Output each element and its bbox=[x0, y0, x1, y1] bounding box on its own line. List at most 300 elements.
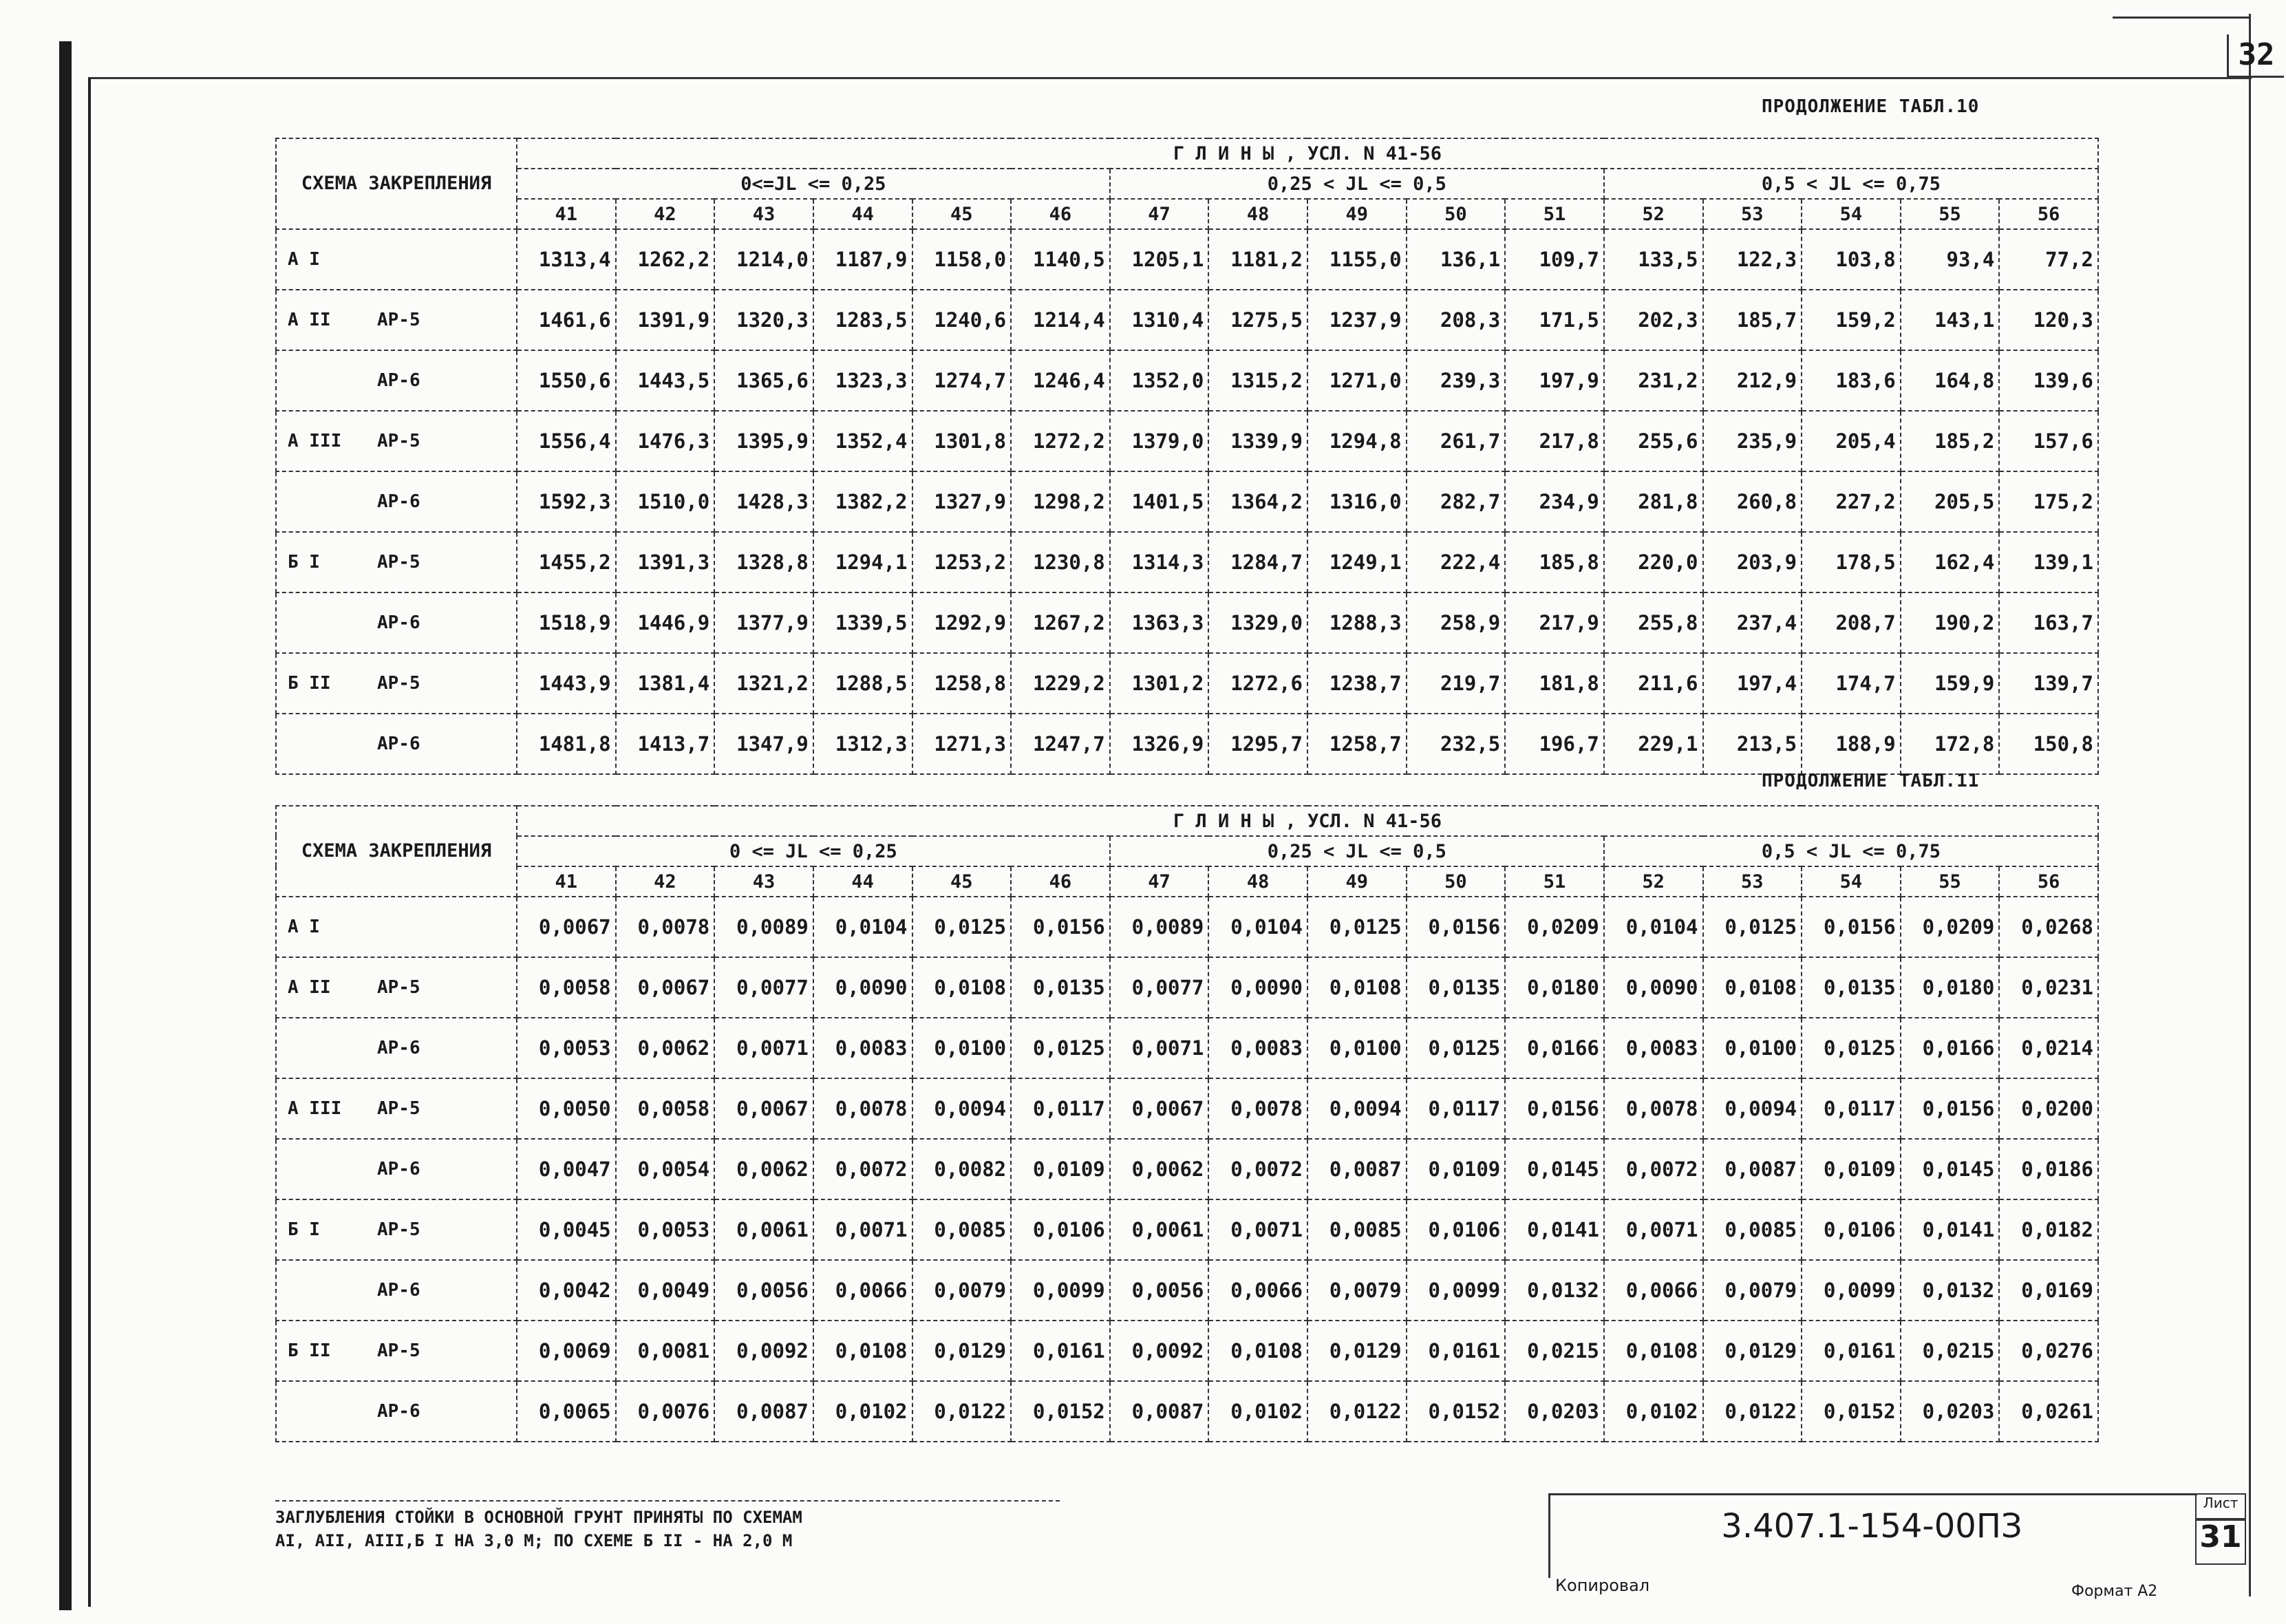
value-cell: 239,3 bbox=[1407, 350, 1506, 411]
scheme-cell bbox=[276, 1078, 517, 1139]
column-number: 47 bbox=[1110, 866, 1209, 897]
value-cell: 0,0077 bbox=[714, 957, 813, 1018]
value-cell: 0,0106 bbox=[1011, 1199, 1110, 1260]
value-cell: 0,0109 bbox=[1407, 1139, 1506, 1199]
value-cell: 0,0072 bbox=[813, 1139, 912, 1199]
value-cell: 197,4 bbox=[1703, 653, 1802, 714]
value-cell: 1377,9 bbox=[714, 592, 813, 653]
value-cell: 0,0042 bbox=[517, 1260, 616, 1321]
value-cell: 0,0104 bbox=[1208, 897, 1307, 957]
scheme-subtype: АР-5 bbox=[377, 977, 420, 998]
value-cell: 1347,9 bbox=[714, 714, 813, 774]
value-cell: 197,9 bbox=[1505, 350, 1604, 411]
value-cell: 0,0099 bbox=[1407, 1260, 1506, 1321]
value-cell: 0,0152 bbox=[1011, 1381, 1110, 1442]
column-number: 50 bbox=[1407, 199, 1506, 229]
value-cell: 1443,5 bbox=[616, 350, 715, 411]
value-cell: 0,0132 bbox=[1505, 1260, 1604, 1321]
column-number: 46 bbox=[1011, 199, 1110, 229]
value-cell: 1352,4 bbox=[813, 411, 912, 471]
value-cell: 0,0090 bbox=[1208, 957, 1307, 1018]
value-cell: 0,0108 bbox=[912, 957, 1012, 1018]
value-cell: 1312,3 bbox=[813, 714, 912, 774]
scheme-subtype: АР-5 bbox=[377, 552, 420, 573]
value-cell: 1481,8 bbox=[517, 714, 616, 774]
value-cell: 0,0125 bbox=[912, 897, 1012, 957]
value-cell: 1391,3 bbox=[616, 532, 715, 592]
value-cell: 185,2 bbox=[1901, 411, 2000, 471]
value-cell: 0,0047 bbox=[517, 1139, 616, 1199]
table11-range-2: 0,25 < JL <= 0,5 bbox=[1110, 836, 1604, 866]
value-cell: 282,7 bbox=[1407, 471, 1506, 532]
value-cell: 183,6 bbox=[1802, 350, 1901, 411]
column-number: 52 bbox=[1604, 866, 1703, 897]
value-cell: 1267,2 bbox=[1011, 592, 1110, 653]
value-cell: 1253,2 bbox=[912, 532, 1012, 592]
value-cell: 0,0078 bbox=[1208, 1078, 1307, 1139]
value-cell: 0,0090 bbox=[1604, 957, 1703, 1018]
value-cell: 0,0077 bbox=[1110, 957, 1209, 1018]
column-number: 47 bbox=[1110, 199, 1209, 229]
table10-soil-header: Г Л И Н Ы , УСЛ. N 41-56 bbox=[517, 138, 2098, 169]
value-cell: 0,0122 bbox=[912, 1381, 1012, 1442]
table11-column-numbers bbox=[276, 866, 2098, 897]
value-cell: 1229,2 bbox=[1011, 653, 1110, 714]
value-cell: 281,8 bbox=[1604, 471, 1703, 532]
value-cell: 190,2 bbox=[1901, 592, 2000, 653]
value-cell: 217,9 bbox=[1505, 592, 1604, 653]
value-cell: 1310,4 bbox=[1110, 290, 1209, 350]
scheme-group: А III bbox=[288, 431, 342, 451]
value-cell: 227,2 bbox=[1802, 471, 1901, 532]
value-cell: 0,0132 bbox=[1901, 1260, 2000, 1321]
value-cell: 0,0161 bbox=[1011, 1321, 1110, 1381]
value-cell: 1329,0 bbox=[1208, 592, 1307, 653]
scheme-cell bbox=[276, 471, 517, 532]
value-cell: 174,7 bbox=[1802, 653, 1901, 714]
scheme-cell bbox=[276, 290, 517, 350]
value-cell: 0,0087 bbox=[1307, 1139, 1407, 1199]
scheme-subtype: АР-5 bbox=[377, 431, 420, 451]
value-cell: 0,0106 bbox=[1802, 1199, 1901, 1260]
value-cell: 237,4 bbox=[1703, 592, 1802, 653]
scheme-group: А II bbox=[288, 977, 331, 998]
value-cell: 122,3 bbox=[1703, 229, 1802, 290]
column-number: 46 bbox=[1011, 866, 1110, 897]
value-cell: 0,0203 bbox=[1505, 1381, 1604, 1442]
value-cell: 0,0058 bbox=[517, 957, 616, 1018]
scheme-cell bbox=[276, 1018, 517, 1078]
value-cell: 0,0067 bbox=[714, 1078, 813, 1139]
value-cell: 171,5 bbox=[1505, 290, 1604, 350]
value-cell: 1187,9 bbox=[813, 229, 912, 290]
table11-scheme-header: СХЕМА ЗАКРЕПЛЕНИЯ bbox=[276, 806, 517, 897]
column-number: 45 bbox=[912, 866, 1012, 897]
value-cell: 1301,2 bbox=[1110, 653, 1209, 714]
value-cell: 1230,8 bbox=[1011, 532, 1110, 592]
value-cell: 0,0099 bbox=[1802, 1260, 1901, 1321]
value-cell: 139,6 bbox=[1999, 350, 2098, 411]
value-cell: 0,0087 bbox=[1703, 1139, 1802, 1199]
value-cell: 1314,3 bbox=[1110, 532, 1209, 592]
value-cell: 0,0108 bbox=[813, 1321, 912, 1381]
table-row bbox=[276, 350, 2098, 411]
value-cell: 0,0087 bbox=[714, 1381, 813, 1442]
value-cell: 1301,8 bbox=[912, 411, 1012, 471]
value-cell: 1258,7 bbox=[1307, 714, 1407, 774]
table-row bbox=[276, 1018, 2098, 1078]
value-cell: 1246,4 bbox=[1011, 350, 1110, 411]
column-number: 51 bbox=[1505, 199, 1604, 229]
column-number: 49 bbox=[1307, 199, 1407, 229]
value-cell: 109,7 bbox=[1505, 229, 1604, 290]
value-cell: 0,0108 bbox=[1307, 957, 1407, 1018]
scheme-group: Б II bbox=[288, 1340, 331, 1361]
value-cell: 205,5 bbox=[1901, 471, 2000, 532]
value-cell: 231,2 bbox=[1604, 350, 1703, 411]
value-cell: 0,0053 bbox=[517, 1018, 616, 1078]
value-cell: 0,0125 bbox=[1307, 897, 1407, 957]
value-cell: 0,0050 bbox=[517, 1078, 616, 1139]
value-cell: 1316,0 bbox=[1307, 471, 1407, 532]
value-cell: 185,8 bbox=[1505, 532, 1604, 592]
scheme-cell bbox=[276, 1139, 517, 1199]
table10-column-numbers bbox=[276, 199, 2098, 229]
column-number: 48 bbox=[1208, 866, 1307, 897]
column-number: 51 bbox=[1505, 866, 1604, 897]
table-row bbox=[276, 229, 2098, 290]
value-cell: 172,8 bbox=[1901, 714, 2000, 774]
value-cell: 0,0180 bbox=[1901, 957, 2000, 1018]
column-number: 45 bbox=[912, 199, 1012, 229]
value-cell: 0,0156 bbox=[1407, 897, 1506, 957]
sheet-corner-number: 32 bbox=[2227, 34, 2284, 78]
value-cell: 0,0209 bbox=[1505, 897, 1604, 957]
table-row bbox=[276, 714, 2098, 774]
value-cell: 1140,5 bbox=[1011, 229, 1110, 290]
scheme-subtype: АР-6 bbox=[377, 1280, 420, 1301]
scheme-subtype: АР-6 bbox=[377, 612, 420, 633]
value-cell: 1443,9 bbox=[517, 653, 616, 714]
document-code: 3.407.1-154-00ПЗ bbox=[1721, 1507, 2022, 1546]
value-cell: 1274,7 bbox=[912, 350, 1012, 411]
value-cell: 0,0141 bbox=[1505, 1199, 1604, 1260]
value-cell: 1328,8 bbox=[714, 532, 813, 592]
value-cell: 205,4 bbox=[1802, 411, 1901, 471]
value-cell: 1275,5 bbox=[1208, 290, 1307, 350]
value-cell: 143,1 bbox=[1901, 290, 2000, 350]
value-cell: 93,4 bbox=[1901, 229, 2000, 290]
table-row bbox=[276, 897, 2098, 957]
value-cell: 0,0092 bbox=[1110, 1321, 1209, 1381]
value-cell: 1292,9 bbox=[912, 592, 1012, 653]
value-cell: 211,6 bbox=[1604, 653, 1703, 714]
scheme-cell bbox=[276, 714, 517, 774]
value-cell: 1381,4 bbox=[616, 653, 715, 714]
value-cell: 1158,0 bbox=[912, 229, 1012, 290]
value-cell: 1413,7 bbox=[616, 714, 715, 774]
table11 bbox=[275, 805, 2099, 1442]
value-cell: 0,0083 bbox=[813, 1018, 912, 1078]
value-cell: 0,0099 bbox=[1011, 1260, 1110, 1321]
scheme-cell bbox=[276, 532, 517, 592]
value-cell: 229,1 bbox=[1604, 714, 1703, 774]
value-cell: 0,0083 bbox=[1208, 1018, 1307, 1078]
value-cell: 255,8 bbox=[1604, 592, 1703, 653]
value-cell: 159,2 bbox=[1802, 290, 1901, 350]
value-cell: 1326,9 bbox=[1110, 714, 1209, 774]
value-cell: 1284,7 bbox=[1208, 532, 1307, 592]
value-cell: 181,8 bbox=[1505, 653, 1604, 714]
format-label: Формат А2 bbox=[2071, 1583, 2158, 1600]
table-row bbox=[276, 532, 2098, 592]
footnote-line-2: АI, АII, АIII,Б I НА 3,0 М; ПО СХЕМЕ Б II - НА 2,0 М bbox=[275, 1531, 793, 1550]
column-number: 44 bbox=[813, 199, 912, 229]
value-cell: 0,0062 bbox=[616, 1018, 715, 1078]
table-row bbox=[276, 957, 2098, 1018]
value-cell: 159,9 bbox=[1901, 653, 2000, 714]
column-number: 53 bbox=[1703, 866, 1802, 897]
value-cell: 213,5 bbox=[1703, 714, 1802, 774]
value-cell: 0,0087 bbox=[1110, 1381, 1209, 1442]
sheet-number: 31 bbox=[2195, 1518, 2246, 1565]
value-cell: 1379,0 bbox=[1110, 411, 1209, 471]
column-number: 42 bbox=[616, 866, 715, 897]
scheme-cell bbox=[276, 653, 517, 714]
value-cell: 1247,7 bbox=[1011, 714, 1110, 774]
value-cell: 0,0261 bbox=[1999, 1381, 2098, 1442]
column-number: 54 bbox=[1802, 199, 1901, 229]
value-cell: 0,0125 bbox=[1802, 1018, 1901, 1078]
value-cell: 1240,6 bbox=[912, 290, 1012, 350]
value-cell: 164,8 bbox=[1901, 350, 2000, 411]
table10-continuation-label: ПРОДОЛЖЕНИЕ ТАБЛ.10 bbox=[1762, 96, 1980, 117]
scheme-cell bbox=[276, 411, 517, 471]
value-cell: 0,0085 bbox=[1307, 1199, 1407, 1260]
value-cell: 0,0125 bbox=[1703, 897, 1802, 957]
value-cell: 0,0108 bbox=[1208, 1321, 1307, 1381]
value-cell: 0,0156 bbox=[1011, 897, 1110, 957]
value-cell: 157,6 bbox=[1999, 411, 2098, 471]
value-cell: 1364,2 bbox=[1208, 471, 1307, 532]
sheet-label: Лист bbox=[2195, 1493, 2246, 1521]
value-cell: 0,0082 bbox=[912, 1139, 1012, 1199]
column-number: 53 bbox=[1703, 199, 1802, 229]
value-cell: 217,8 bbox=[1505, 411, 1604, 471]
value-cell: 0,0076 bbox=[616, 1381, 715, 1442]
value-cell: 0,0117 bbox=[1407, 1078, 1506, 1139]
value-cell: 0,0053 bbox=[616, 1199, 715, 1260]
value-cell: 0,0209 bbox=[1901, 897, 2000, 957]
value-cell: 1395,9 bbox=[714, 411, 813, 471]
value-cell: 232,5 bbox=[1407, 714, 1506, 774]
value-cell: 0,0069 bbox=[517, 1321, 616, 1381]
value-cell: 1294,1 bbox=[813, 532, 912, 592]
value-cell: 0,0125 bbox=[1011, 1018, 1110, 1078]
value-cell: 0,0062 bbox=[1110, 1139, 1209, 1199]
value-cell: 0,0145 bbox=[1901, 1139, 2000, 1199]
value-cell: 0,0102 bbox=[813, 1381, 912, 1442]
scheme-cell bbox=[276, 957, 517, 1018]
value-cell: 1214,4 bbox=[1011, 290, 1110, 350]
frame-right-edge bbox=[2249, 14, 2251, 1596]
value-cell: 0,0079 bbox=[1703, 1260, 1802, 1321]
value-cell: 1321,2 bbox=[714, 653, 813, 714]
value-cell: 0,0058 bbox=[616, 1078, 715, 1139]
table10 bbox=[275, 138, 2099, 775]
value-cell: 1237,9 bbox=[1307, 290, 1407, 350]
table11-continuation-label: ПРОДОЛЖЕНИЕ ТАБЛ.11 bbox=[1762, 771, 1980, 791]
value-cell: 0,0078 bbox=[1604, 1078, 1703, 1139]
value-cell: 0,0268 bbox=[1999, 897, 2098, 957]
value-cell: 0,0135 bbox=[1011, 957, 1110, 1018]
value-cell: 208,7 bbox=[1802, 592, 1901, 653]
value-cell: 202,3 bbox=[1604, 290, 1703, 350]
value-cell: 185,7 bbox=[1703, 290, 1802, 350]
value-cell: 1391,9 bbox=[616, 290, 715, 350]
value-cell: 0,0054 bbox=[616, 1139, 715, 1199]
value-cell: 0,0079 bbox=[912, 1260, 1012, 1321]
value-cell: 0,0152 bbox=[1802, 1381, 1901, 1442]
value-cell: 1214,0 bbox=[714, 229, 813, 290]
value-cell: 234,9 bbox=[1505, 471, 1604, 532]
value-cell: 208,3 bbox=[1407, 290, 1506, 350]
value-cell: 0,0079 bbox=[1307, 1260, 1407, 1321]
scheme-group: А I bbox=[288, 249, 320, 270]
value-cell: 212,9 bbox=[1703, 350, 1802, 411]
value-cell: 0,0094 bbox=[912, 1078, 1012, 1139]
column-number: 44 bbox=[813, 866, 912, 897]
value-cell: 1288,5 bbox=[813, 653, 912, 714]
value-cell: 0,0100 bbox=[1307, 1018, 1407, 1078]
table-row bbox=[276, 290, 2098, 350]
scheme-group: А III bbox=[288, 1098, 342, 1119]
value-cell: 0,0141 bbox=[1901, 1199, 2000, 1260]
value-cell: 0,0215 bbox=[1505, 1321, 1604, 1381]
value-cell: 0,0156 bbox=[1802, 897, 1901, 957]
value-cell: 0,0117 bbox=[1011, 1078, 1110, 1139]
scheme-subtype: АР-6 bbox=[377, 1401, 420, 1422]
value-cell: 0,0085 bbox=[912, 1199, 1012, 1260]
value-cell: 0,0108 bbox=[1604, 1321, 1703, 1381]
table-row bbox=[276, 1260, 2098, 1321]
value-cell: 1365,6 bbox=[714, 350, 813, 411]
value-cell: 139,1 bbox=[1999, 532, 2098, 592]
value-cell: 0,0090 bbox=[813, 957, 912, 1018]
scheme-cell bbox=[276, 897, 517, 957]
scheme-cell bbox=[276, 1199, 517, 1260]
value-cell: 0,0231 bbox=[1999, 957, 2098, 1018]
value-cell: 0,0117 bbox=[1802, 1078, 1901, 1139]
value-cell: 0,0145 bbox=[1505, 1139, 1604, 1199]
value-cell: 0,0109 bbox=[1802, 1139, 1901, 1199]
value-cell: 1510,0 bbox=[616, 471, 715, 532]
value-cell: 0,0061 bbox=[714, 1199, 813, 1260]
scheme-cell bbox=[276, 350, 517, 411]
scheme-subtype: АР-5 bbox=[377, 1098, 420, 1119]
value-cell: 136,1 bbox=[1407, 229, 1506, 290]
column-number: 49 bbox=[1307, 866, 1407, 897]
value-cell: 0,0180 bbox=[1505, 957, 1604, 1018]
footnote bbox=[275, 1500, 1060, 1552]
value-cell: 0,0066 bbox=[1208, 1260, 1307, 1321]
value-cell: 0,0129 bbox=[1307, 1321, 1407, 1381]
value-cell: 1550,6 bbox=[517, 350, 616, 411]
column-number: 56 bbox=[1999, 866, 2098, 897]
table10-range-3: 0,5 < JL <= 0,75 bbox=[1604, 169, 2098, 199]
value-cell: 1352,0 bbox=[1110, 350, 1209, 411]
column-number: 41 bbox=[517, 199, 616, 229]
value-cell: 0,0156 bbox=[1505, 1078, 1604, 1139]
value-cell: 235,9 bbox=[1703, 411, 1802, 471]
value-cell: 0,0125 bbox=[1407, 1018, 1506, 1078]
scheme-group: А I bbox=[288, 917, 320, 937]
table-row bbox=[276, 592, 2098, 653]
value-cell: 1382,2 bbox=[813, 471, 912, 532]
value-cell: 0,0166 bbox=[1901, 1018, 2000, 1078]
column-number: 55 bbox=[1901, 199, 2000, 229]
column-number: 52 bbox=[1604, 199, 1703, 229]
value-cell: 0,0166 bbox=[1505, 1018, 1604, 1078]
value-cell: 1428,3 bbox=[714, 471, 813, 532]
value-cell: 222,4 bbox=[1407, 532, 1506, 592]
value-cell: 260,8 bbox=[1703, 471, 1802, 532]
value-cell: 1294,8 bbox=[1307, 411, 1407, 471]
value-cell: 219,7 bbox=[1407, 653, 1506, 714]
value-cell: 1313,4 bbox=[517, 229, 616, 290]
value-cell: 1238,7 bbox=[1307, 653, 1407, 714]
value-cell: 1258,8 bbox=[912, 653, 1012, 714]
scheme-cell bbox=[276, 229, 517, 290]
value-cell: 1155,0 bbox=[1307, 229, 1407, 290]
value-cell: 0,0071 bbox=[1604, 1199, 1703, 1260]
value-cell: 0,0072 bbox=[1604, 1139, 1703, 1199]
value-cell: 0,0102 bbox=[1208, 1381, 1307, 1442]
value-cell: 0,0094 bbox=[1703, 1078, 1802, 1139]
scheme-group: Б II bbox=[288, 673, 331, 694]
value-cell: 0,0092 bbox=[714, 1321, 813, 1381]
value-cell: 1363,3 bbox=[1110, 592, 1209, 653]
value-cell: 1592,3 bbox=[517, 471, 616, 532]
value-cell: 0,0100 bbox=[912, 1018, 1012, 1078]
value-cell: 1181,2 bbox=[1208, 229, 1307, 290]
table-row bbox=[276, 411, 2098, 471]
value-cell: 1446,9 bbox=[616, 592, 715, 653]
scheme-subtype: АР-5 bbox=[377, 1340, 420, 1361]
column-number: 43 bbox=[714, 866, 813, 897]
value-cell: 0,0071 bbox=[1208, 1199, 1307, 1260]
value-cell: 0,0203 bbox=[1901, 1381, 2000, 1442]
table-row bbox=[276, 653, 2098, 714]
value-cell: 0,0071 bbox=[813, 1199, 912, 1260]
value-cell: 0,0106 bbox=[1407, 1199, 1506, 1260]
value-cell: 0,0104 bbox=[1604, 897, 1703, 957]
table11-soil-header: Г Л И Н Ы , УСЛ. N 41-56 bbox=[517, 806, 2098, 836]
value-cell: 139,7 bbox=[1999, 653, 2098, 714]
value-cell: 1272,2 bbox=[1011, 411, 1110, 471]
value-cell: 196,7 bbox=[1505, 714, 1604, 774]
column-number: 42 bbox=[616, 199, 715, 229]
frame-top-right-line bbox=[2113, 17, 2250, 19]
value-cell: 0,0152 bbox=[1407, 1381, 1506, 1442]
value-cell: 1401,5 bbox=[1110, 471, 1209, 532]
value-cell: 1272,6 bbox=[1208, 653, 1307, 714]
value-cell: 103,8 bbox=[1802, 229, 1901, 290]
value-cell: 1327,9 bbox=[912, 471, 1012, 532]
value-cell: 0,0062 bbox=[714, 1139, 813, 1199]
value-cell: 162,4 bbox=[1901, 532, 2000, 592]
value-cell: 0,0094 bbox=[1307, 1078, 1407, 1139]
